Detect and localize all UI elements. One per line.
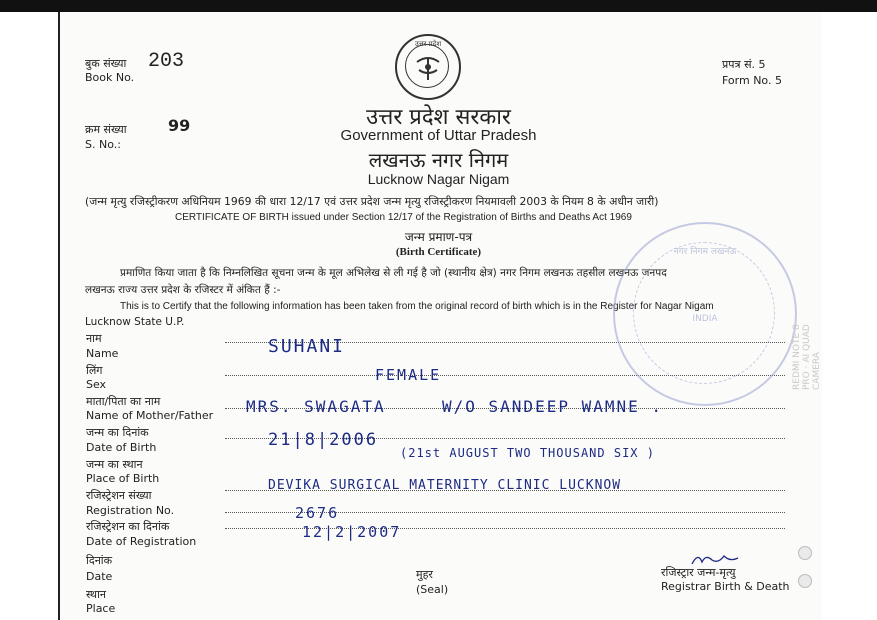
pob-value: DEVIKA SURGICAL MATERNITY CLINIC LUCKNOW bbox=[268, 478, 622, 493]
certify-hi-line2: लखनऊ राज्य उत्तर प्रदेश के रजिस्टर में अंकित हैं :- bbox=[85, 284, 281, 296]
book-no-label-hi: बुक संख्या bbox=[85, 57, 127, 70]
parent-value-father: W/O SANDEEP WAMNE . bbox=[442, 397, 664, 416]
regdate-label-hi: रजिस्ट्रेशन का दिनांक bbox=[86, 520, 170, 533]
camera-dot-bottom bbox=[798, 574, 812, 588]
seal-label-en: (Seal) bbox=[416, 583, 449, 596]
act-line-en: CERTIFICATE OF BIRTH issued under Section 12/17 of the Registration of Births and Deaths Act 1969 bbox=[175, 212, 632, 223]
serial-no-label-en: S. No.: bbox=[85, 138, 121, 151]
registrar-stamp bbox=[613, 222, 797, 406]
name-label-hi: नाम bbox=[86, 332, 102, 345]
up-government-emblem bbox=[395, 34, 461, 100]
stamp-bottom-text: INDIA bbox=[692, 314, 718, 324]
fish-bow-icon bbox=[397, 36, 459, 98]
regno-label-en: Registration No. bbox=[86, 504, 175, 517]
nigam-title-hi: लखनऊ नगर निगम bbox=[368, 148, 509, 172]
parent-label-hi: माता/पिता का नाम bbox=[86, 395, 161, 408]
certify-en-line2: Lucknow State U.P. bbox=[85, 316, 185, 328]
sex-label-hi: लिंग bbox=[86, 364, 103, 377]
gov-title-en: Government of Uttar Pradesh bbox=[340, 127, 537, 144]
nigam-title-en: Lucknow Nagar Nigam bbox=[367, 171, 510, 187]
dob-label-en: Date of Birth bbox=[86, 441, 157, 454]
certify-en-line1: This is to Certify that the following information has been taken from the original record of birth which is in the Register for Nagar Nigam bbox=[120, 301, 714, 312]
dob-label-hi: जन्म का दिनांक bbox=[86, 426, 149, 439]
camera-dot-top bbox=[798, 546, 812, 560]
regdate-label-en: Date of Registration bbox=[86, 535, 197, 548]
certificate-title-hi: जन्म प्रमाण-पत्र bbox=[404, 230, 473, 244]
serial-no-value: 99 bbox=[168, 116, 191, 135]
serial-no-label-hi: क्रम संख्या bbox=[85, 123, 127, 136]
emblem-text: उत्तर प्रदेश bbox=[414, 40, 442, 48]
certify-hi-line1: प्रमाणित किया जाता है कि निम्नलिखित सूचना जन्म के मूल अभिलेख से ली गई है जो (स्थानीय क्षेत्र) नगर निगम लखनऊ तहसील लखनऊ जनपद bbox=[120, 267, 667, 279]
pob-label-hi: जन्म का स्थान bbox=[86, 458, 143, 471]
camera-watermark: REDMI NOTE 8 PRO · AI QUAD CAMERA bbox=[792, 324, 822, 390]
top-edge bbox=[0, 0, 877, 12]
name-label-en: Name bbox=[86, 347, 119, 360]
stamp-top-text: नगर निगम लखनऊ bbox=[673, 247, 737, 257]
dob-words: (21st AUGUST TWO THOUSAND SIX ) bbox=[400, 446, 655, 460]
book-no-value: 203 bbox=[148, 50, 185, 73]
pob-label-en: Place of Birth bbox=[86, 472, 160, 485]
parent-value-mother: MRS. SWAGATA bbox=[246, 397, 386, 416]
registrar-label-en: Registrar Birth & Death bbox=[661, 580, 790, 593]
place-label-en: Place bbox=[86, 602, 116, 615]
regno-value: 2676 bbox=[295, 504, 340, 522]
name-value: SUHANI bbox=[268, 336, 346, 357]
dob-value: 21|8|2006 bbox=[268, 430, 379, 450]
form-no-label-hi: प्रपत्र सं. 5 bbox=[722, 58, 766, 71]
parent-label-en: Name of Mother/Father bbox=[86, 409, 214, 422]
registrar-label-hi: रजिस्ट्रार जन्म-मृत्यु bbox=[661, 566, 736, 579]
form-no-label-en: Form No. 5 bbox=[722, 74, 782, 87]
gov-title-hi: उत्तर प्रदेश सरकार bbox=[366, 105, 511, 130]
sex-label-en: Sex bbox=[86, 378, 107, 391]
sex-value: FEMALE bbox=[375, 366, 442, 384]
certificate-title-en: (Birth Certificate) bbox=[395, 246, 482, 258]
seal-label-hi: मुहर bbox=[416, 568, 433, 581]
regno-label-hi: रजिस्ट्रेशन संख्या bbox=[86, 489, 152, 502]
regdate-value: 12|2|2007 bbox=[302, 523, 402, 541]
book-no-label-en: Book No. bbox=[85, 71, 135, 84]
date-label-hi: दिनांक bbox=[86, 554, 113, 567]
place-label-hi: स्थान bbox=[86, 588, 107, 601]
act-line-hi: (जन्म मृत्यु रजिस्ट्रीकरण अधिनियम 1969 की धारा 12/17 एवं उत्तर प्रदेश जन्म मृत्यु रजिस्ट्रीकरण नियमावली 2003 के नियम 8 के अधीन जारी) bbox=[85, 195, 659, 208]
date-label-en: Date bbox=[86, 570, 113, 583]
